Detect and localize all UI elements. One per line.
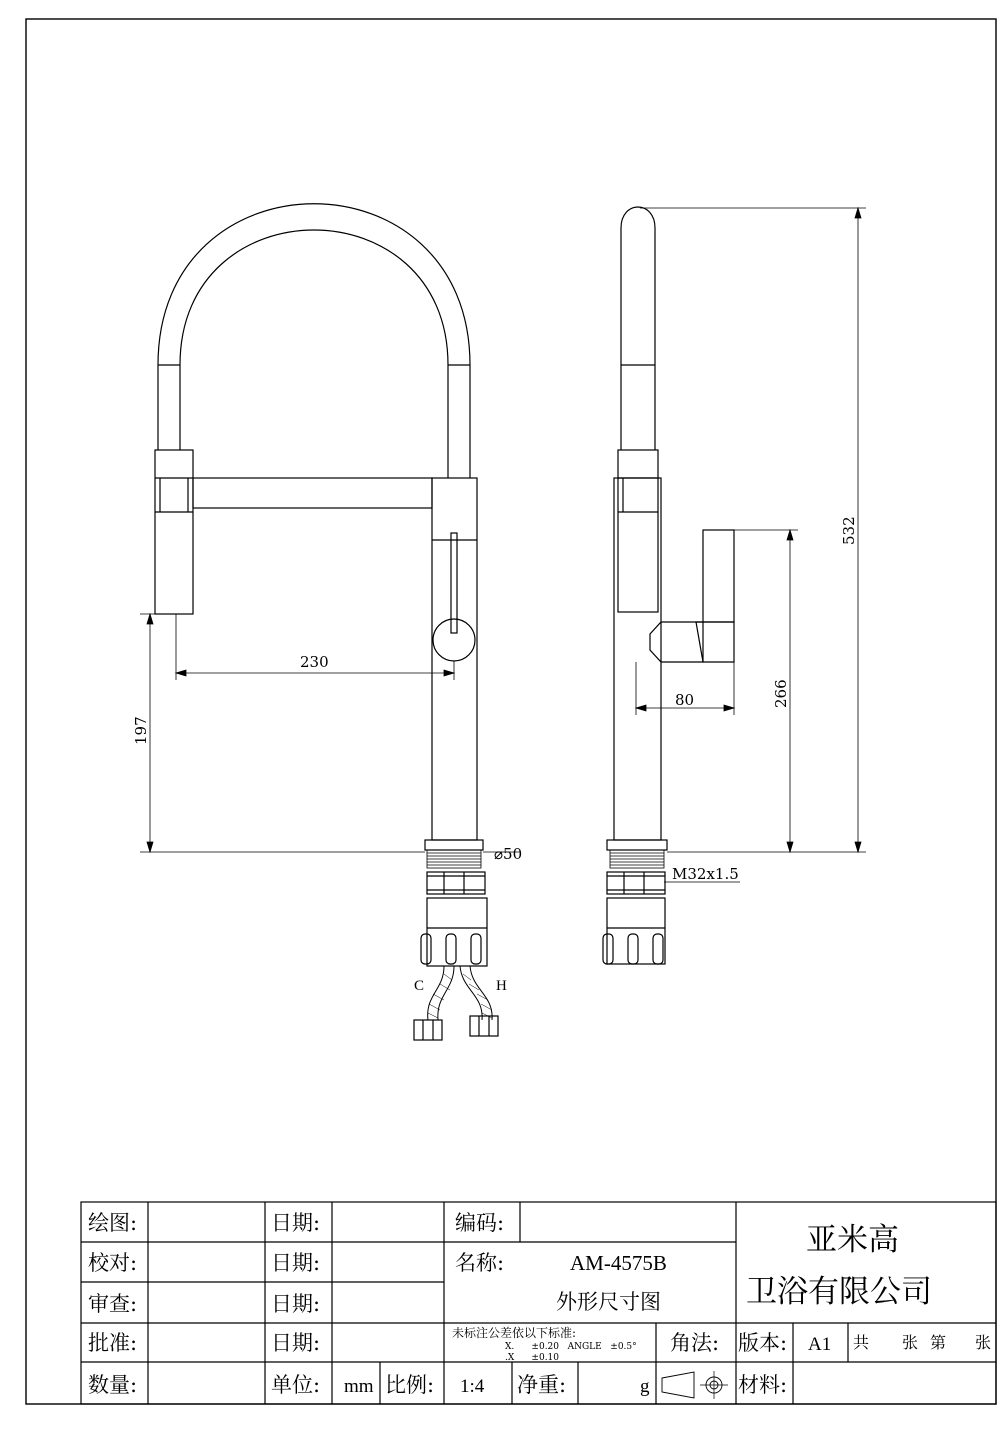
mounting-nut — [427, 872, 485, 894]
dim-thread-m32: M32x1.5 — [672, 865, 739, 883]
dim-80: 80 — [675, 691, 695, 709]
label-reviewed: 审查: — [88, 1292, 138, 1316]
handle-knob — [433, 619, 475, 661]
threaded-shank — [427, 850, 481, 868]
label-sheet-no: 第 — [930, 1333, 947, 1352]
front-dimensions — [140, 614, 520, 852]
spout-arch-outer — [158, 204, 470, 365]
label-net-weight: 净重: — [517, 1373, 567, 1397]
label-projection: 角法: — [670, 1331, 720, 1355]
faucet-body — [432, 478, 477, 840]
label-version: 版本: — [738, 1331, 788, 1355]
dim-532: 532 — [840, 516, 858, 545]
label-material: 材料: — [738, 1373, 788, 1397]
label-sheets-total: 共 — [853, 1333, 870, 1352]
sheet-border — [26, 19, 996, 1404]
lock-bracket — [427, 898, 487, 966]
side-spray-head — [618, 450, 658, 612]
label-approved: 批准: — [88, 1331, 138, 1355]
cold-hose — [428, 966, 444, 1020]
side-lock-bracket — [607, 898, 665, 964]
label-date-1: 日期: — [271, 1211, 321, 1235]
hose-label-hot: H — [496, 978, 507, 994]
side-handle — [703, 530, 734, 622]
front-view — [155, 204, 498, 1040]
base-flange — [425, 840, 483, 850]
value-scale: 1:4 — [460, 1376, 485, 1397]
hose-label-cold: C — [414, 978, 425, 994]
side-view — [603, 207, 734, 964]
company-name-line-2: 卫浴有限公司 — [746, 1274, 932, 1310]
label-sheet: 张 — [902, 1333, 919, 1352]
dim-diameter-50: ⌀50 — [494, 845, 523, 863]
label-quantity: 数量: — [88, 1373, 138, 1397]
side-spout-tube — [621, 207, 655, 450]
tolerance-heading: 未标注公差依以下标准: — [452, 1326, 577, 1340]
cold-hose-nut — [414, 1020, 442, 1040]
spout-arch-inner — [180, 230, 448, 365]
label-code: 编码: — [455, 1211, 505, 1235]
company-name-line-1: 亚米高 — [806, 1222, 899, 1258]
value-model: AM-4575B — [570, 1251, 667, 1275]
side-threaded-shank — [610, 850, 664, 868]
label-unit: 单位: — [271, 1373, 321, 1397]
side-faucet-body — [614, 478, 661, 840]
side-base-flange — [607, 840, 667, 850]
label-date-4: 日期: — [271, 1331, 321, 1355]
label-drawn: 绘图: — [88, 1211, 138, 1235]
handle-lever — [451, 533, 457, 633]
spray-head — [155, 450, 193, 614]
label-sheet-2: 张 — [975, 1333, 992, 1352]
value-version: A1 — [808, 1334, 832, 1355]
label-scale: 比例: — [385, 1373, 435, 1397]
label-checked: 校对: — [88, 1251, 138, 1275]
hot-hose-nut — [470, 1016, 498, 1036]
value-drawing-title: 外形尺寸图 — [556, 1290, 661, 1314]
side-handle-neck — [650, 622, 703, 662]
value-weight-unit: g — [640, 1376, 650, 1397]
label-name: 名称: — [455, 1251, 505, 1275]
projection-symbol — [662, 1372, 694, 1398]
side-mounting-nut — [607, 872, 665, 894]
dim-266: 266 — [772, 679, 790, 708]
dim-230: 230 — [300, 653, 329, 671]
value-unit: mm — [344, 1376, 374, 1397]
tolerance-row-2: .X ±0.10 — [505, 1353, 560, 1363]
side-dimensions — [636, 208, 866, 882]
label-date-3: 日期: — [271, 1292, 321, 1316]
support-arm — [193, 478, 432, 508]
tolerance-row-1: X. ±0.20 ANGLE ±0.5° — [505, 1342, 637, 1352]
dim-197: 197 — [132, 716, 150, 745]
label-date-2: 日期: — [271, 1251, 321, 1275]
